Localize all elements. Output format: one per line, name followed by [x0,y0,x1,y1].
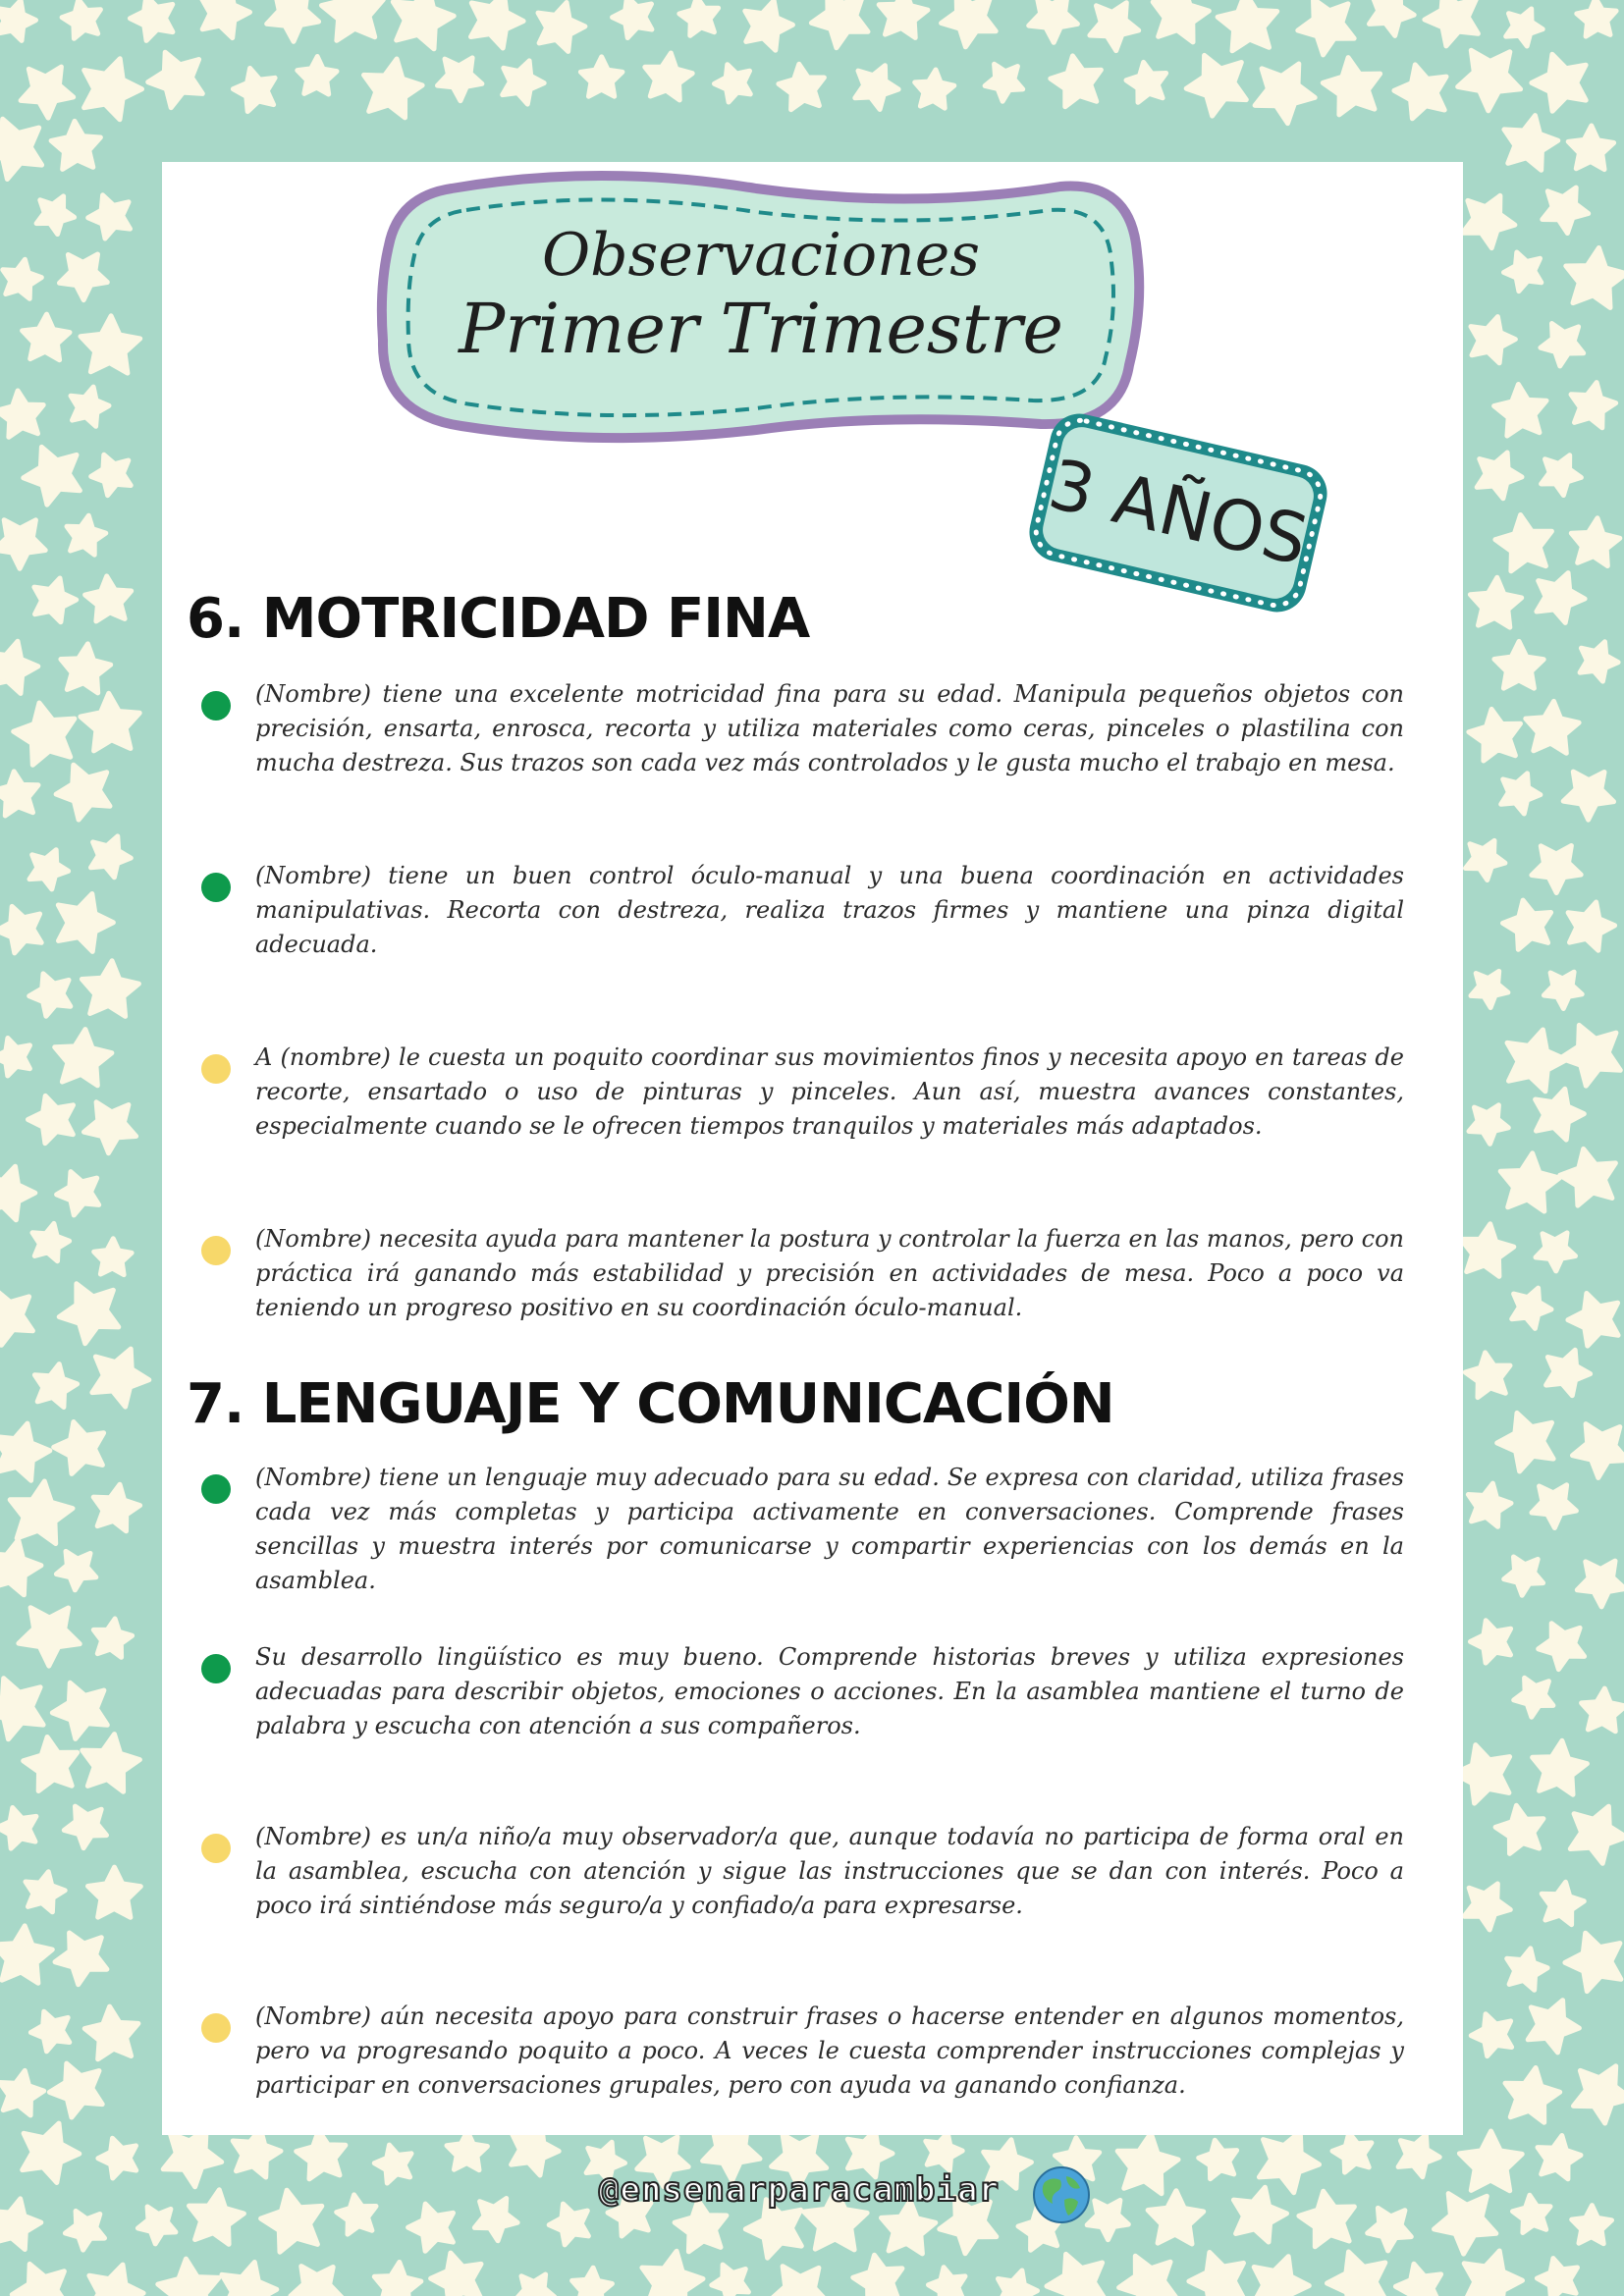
star-shape [222,2263,277,2296]
star-shape [929,2268,966,2296]
star-shape [1532,54,1586,111]
star-shape [19,1608,80,1666]
star-shape [233,69,275,112]
star-shape [999,2270,1038,2296]
star-shape [1526,701,1579,753]
star-shape [0,1039,30,1077]
star-shape [0,772,38,816]
green-status-dot [201,1474,231,1504]
star-shape [98,2138,136,2178]
star-shape [57,1172,99,1215]
star-shape [1494,385,1546,437]
star-shape [1582,1688,1624,1732]
star-shape [81,961,138,1017]
star-shape [1573,1424,1624,1478]
star-shape [36,196,75,235]
star-shape [1255,64,1315,124]
star-shape [1298,0,1354,55]
star-shape [29,850,69,889]
star-shape [71,387,109,426]
star-shape [12,2264,68,2296]
star-shape [0,119,42,179]
star-shape [14,703,75,765]
star-shape [55,1933,107,1985]
star-shape [1505,2068,1560,2123]
star-shape [474,2199,517,2241]
observation-item [201,1461,1404,1640]
observation-item [201,859,1404,1041]
star-shape [49,2063,102,2117]
section-heading-motricidad-fina: 6. MOTRICIDAD FINA [187,587,810,651]
star-shape [1090,3,1139,51]
star-shape [1572,2206,1612,2244]
star-shape [431,2253,481,2296]
star-shape [613,0,652,38]
star-shape [84,2006,138,2059]
star-shape [0,906,41,953]
star-shape [0,1540,41,1595]
star-shape [337,2195,376,2234]
star-shape [0,1166,35,1220]
star-shape [54,1422,104,1474]
star-shape [3,259,42,298]
star-shape [1543,972,1582,1008]
star-shape [1394,65,1446,119]
star-shape [85,576,132,621]
star-shape [1537,2259,1577,2296]
green-status-dot [201,873,231,902]
star-shape [549,2204,588,2245]
yellow-status-dot [201,1834,231,1863]
star-shape [1570,1806,1624,1863]
star-shape [1537,573,1585,623]
star-shape [1533,1740,1588,1794]
star-shape [0,520,45,569]
star-shape [1468,1483,1511,1526]
star-shape [1513,2195,1551,2232]
star-shape [580,57,623,96]
star-shape [503,61,545,104]
observation-item [201,677,1404,859]
star-shape [1532,1485,1576,1528]
observation-text: (Nombre) tiene una excelente motricidad fina para su edad. Manipula pequeños objetos con precisión, ensarta, enrosca, recorta y utiliza materiales como ceras, pinceles o plastilina con mucha destreza. Sus trazos son cada vez más controlados y le gusta mucho el trabajo en mesa. [255,680,1404,776]
star-shape [93,1619,132,1657]
star-shape [1580,642,1618,681]
star-shape [137,2207,176,2244]
star-shape [1395,2264,1440,2296]
star-shape [853,2255,902,2296]
star-shape [1254,2257,1310,2296]
observation-text: Su desarrollo lingüístico es muy bueno. Comprende historias breves y utiliza expresiones adecuadas para describir objetos, emociones o acciones. En la asamblea mantiene el turno de palabra y escucha con atención a sus compañeros. [255,1643,1404,1739]
star-shape [51,121,100,169]
star-shape [0,1423,50,1480]
star-shape [201,0,249,38]
star-shape [1536,1233,1576,1271]
star-shape [1458,50,1521,111]
star-shape [1514,1678,1553,1717]
star-shape [29,974,71,1016]
star-shape [60,254,108,300]
star-shape [1470,577,1521,627]
star-shape [58,894,113,952]
section-heading-lenguaje: 7. LENGUAJE Y COMUNICACIÓN [187,1372,1114,1436]
star-shape [0,2070,44,2115]
star-shape [0,1926,52,1983]
star-shape [1469,709,1521,761]
yellow-status-dot [201,1236,231,1265]
observation-text: (Nombre) necesita ayuda para mantener la postura y controlar la fuerza en las manos, pero con práctica irá ganando más estabilidad y precisión en actividades de mesa. Poco a poco va teniendo un progreso positivo en su coordinación óculo-manual. [255,1225,1404,1321]
star-shape [1503,900,1551,949]
star-shape [56,765,110,820]
star-shape [1466,840,1505,880]
star-shape [298,57,337,95]
star-shape [1563,772,1613,820]
star-shape [1464,2251,1522,2296]
star-shape [1560,1148,1616,1205]
star-shape [1574,2066,1624,2123]
star-shape [712,2265,749,2296]
title-line-trimestre: Primer Trimestre [459,289,1063,369]
star-shape [189,2190,244,2245]
star-shape [34,1364,77,1408]
star-shape [0,0,36,40]
title-line-observaciones: Observaciones [541,221,981,290]
star-shape [1504,1557,1543,1595]
star-shape [1577,0,1616,36]
star-shape [91,454,132,495]
star-shape [94,1239,132,1275]
star-shape [1471,971,1508,1007]
star-shape [88,1867,141,1917]
star-shape [81,693,139,751]
star-shape [1119,2256,1176,2296]
star-shape [1577,1561,1624,1607]
star-shape [915,70,954,108]
star-shape [572,2268,613,2296]
star-shape [148,52,203,107]
star-shape [24,447,81,505]
star-shape [65,2211,104,2250]
footer-handle: @ensenarparacambiar [599,2170,1000,2210]
star-shape [1148,2191,1204,2244]
star-shape [770,2267,829,2296]
star-shape [1507,1030,1567,1092]
star-shape [1495,515,1552,571]
star-shape [1189,2253,1244,2296]
star-shape [23,314,70,360]
age-badge-label: 3 AÑOS [1042,444,1316,581]
star-shape [158,2259,219,2296]
page-title [393,221,1129,368]
star-shape [10,1481,73,1544]
star-shape [1565,1933,1621,1991]
observation-item [201,1640,1404,1820]
star-shape [1425,0,1479,46]
star-shape [1571,383,1616,428]
star-shape [267,0,319,41]
star-shape [61,644,111,693]
star-shape [1368,2208,1412,2251]
star-shape [1153,0,1209,42]
footer-credit [599,2164,1110,2223]
observation-list-motricidad [201,677,1404,1404]
star-shape [1047,2254,1106,2296]
star-shape [88,195,131,239]
star-shape [879,0,928,37]
observation-list-lenguaje [201,1461,1404,2179]
star-shape [0,1290,32,1346]
star-shape [1568,1294,1618,1347]
star-shape [1541,324,1584,366]
observation-item [201,2000,1404,2179]
star-shape [0,641,38,693]
star-shape [81,316,140,373]
star-shape [64,1806,106,1848]
star-shape [779,64,825,109]
star-shape [1494,641,1543,688]
star-shape [1571,518,1620,566]
observation-text: A (nombre) le cuesta un poquito coordinar sus movimientos finos y necesita apoyo en tareas de recorte, ensartado o uso de pinturas y pinceles. Aun así, muestra avances constantes, especialmente cuando se le ofrecen tiempos tranquilos y materiales más adaptados. [255,1043,1404,1140]
star-shape [374,2263,421,2296]
star-shape [93,1484,139,1531]
star-shape [1507,1949,1547,1990]
star-shape [1469,1105,1508,1145]
star-shape [1435,2194,1496,2255]
star-shape [1542,455,1582,496]
star-shape [0,1679,43,1739]
star-shape [322,0,384,40]
star-shape [28,1095,74,1143]
star-shape [34,578,77,622]
star-shape [0,2199,41,2250]
star-shape [59,1284,119,1344]
star-shape [408,2204,454,2251]
observation-item [201,1041,1404,1222]
star-shape [1568,902,1615,950]
star-shape [1504,116,1558,171]
star-shape [1539,1624,1585,1670]
star-shape [438,58,482,101]
star-shape [1051,56,1102,107]
star-shape [1543,187,1589,233]
star-shape [1218,0,1277,51]
star-shape [0,1808,36,1849]
star-shape [1536,1089,1585,1140]
star-shape [645,53,692,100]
star-shape [1299,2191,1355,2247]
star-shape [1532,846,1581,893]
star-shape [1568,126,1613,170]
star-shape [52,1682,107,1738]
star-shape [91,836,132,878]
star-shape [715,65,751,102]
star-shape [130,0,173,40]
star-shape [1463,195,1515,247]
star-shape [23,2123,80,2182]
star-shape [538,3,585,52]
star-shape [1504,252,1542,292]
star-shape [84,59,142,120]
star-shape [471,0,524,48]
observation-text: (Nombre) tiene un lenguaje muy adecuado para su edad. Se expresa con claridad, utiliza frases cada vez más completas y participa activamente en conversaciones. Comprende frases sencillas y muestra interés por comunicarse y compartir experiencias con los demás en la asamblea. [255,1464,1404,1594]
globe-icon [1031,2164,1092,2225]
star-shape [1538,2136,1581,2179]
observation-text: (Nombre) aún necesita apoyo para construir frases o hacerse entender en algunos momentos, pero va progresando poquito a poco. A veces le cuesta comprender instrucciones complejas y participar en conversaciones grupales, pero con ayuda va ganando confianza. [255,2002,1404,2099]
star-shape [679,0,719,35]
star-shape [1506,9,1543,46]
star-shape [642,2251,703,2296]
star-shape [1528,2001,1579,2053]
observation-text: (Nombre) tiene un buen control óculo-manual y una buena coordinación en actividades manipulativas. Recorta con destreza, realiza trazos firmes y mantiene una pinza digital adecuada. [255,862,1404,958]
star-shape [985,64,1023,101]
yellow-status-dot [201,2013,231,2043]
star-shape [1566,248,1624,308]
star-shape [1029,0,1078,42]
star-shape [32,1223,70,1260]
star-shape [24,1737,78,1791]
star-shape [1477,453,1522,499]
star-shape [1323,58,1380,115]
star-shape [1500,1153,1559,1211]
star-shape [1459,2131,1522,2191]
star-shape [942,0,997,47]
observation-item [201,1820,1404,2000]
star-shape [1471,2014,1511,2056]
star-shape [261,2190,322,2252]
star-shape [1542,1882,1584,1924]
green-status-dot [201,1654,231,1683]
star-shape [1560,1025,1620,1086]
star-shape [21,67,74,118]
star-shape [1546,1350,1591,1395]
star-shape [1398,2135,1439,2177]
green-status-dot [201,691,231,721]
star-shape [1370,0,1415,35]
star-shape [0,391,43,437]
observation-text: (Nombre) es un/a niño/a muy observador/a que, aunque todavía no participa de forma oral en la asamblea, escucha con atención y sigue las instrucciones que se dan con interés. Poco a poco irá sintiéndose más seguro/a y confiado/a para expresarse. [255,1823,1404,1919]
star-shape [1512,1288,1551,1328]
star-shape [82,1735,140,1792]
star-shape [30,2011,69,2052]
star-shape [92,1349,149,1407]
star-shape [1461,1224,1514,1277]
star-shape [1327,2252,1386,2296]
star-shape [56,1551,95,1589]
star-shape [84,1102,136,1153]
star-shape [1465,1353,1510,1398]
star-shape [67,515,106,555]
star-shape [1497,1413,1553,1471]
star-shape [855,66,898,110]
star-shape [1126,62,1166,102]
star-shape [291,2267,342,2296]
star-shape [62,0,100,38]
star-shape [26,1872,65,1912]
star-shape [1233,2187,1286,2242]
star-shape [393,0,454,49]
star-shape [1495,1805,1543,1853]
star-shape [55,1030,112,1086]
star-shape [1471,1621,1511,1663]
star-shape [364,59,423,118]
star-shape [1501,774,1541,814]
yellow-status-dot [201,1054,231,1084]
star-shape [1464,1884,1510,1930]
star-shape [1471,317,1515,363]
star-shape [1186,55,1246,116]
star-shape [811,0,868,48]
star-shape [515,2274,555,2296]
star-shape [89,2265,143,2296]
star-shape [745,1,793,51]
